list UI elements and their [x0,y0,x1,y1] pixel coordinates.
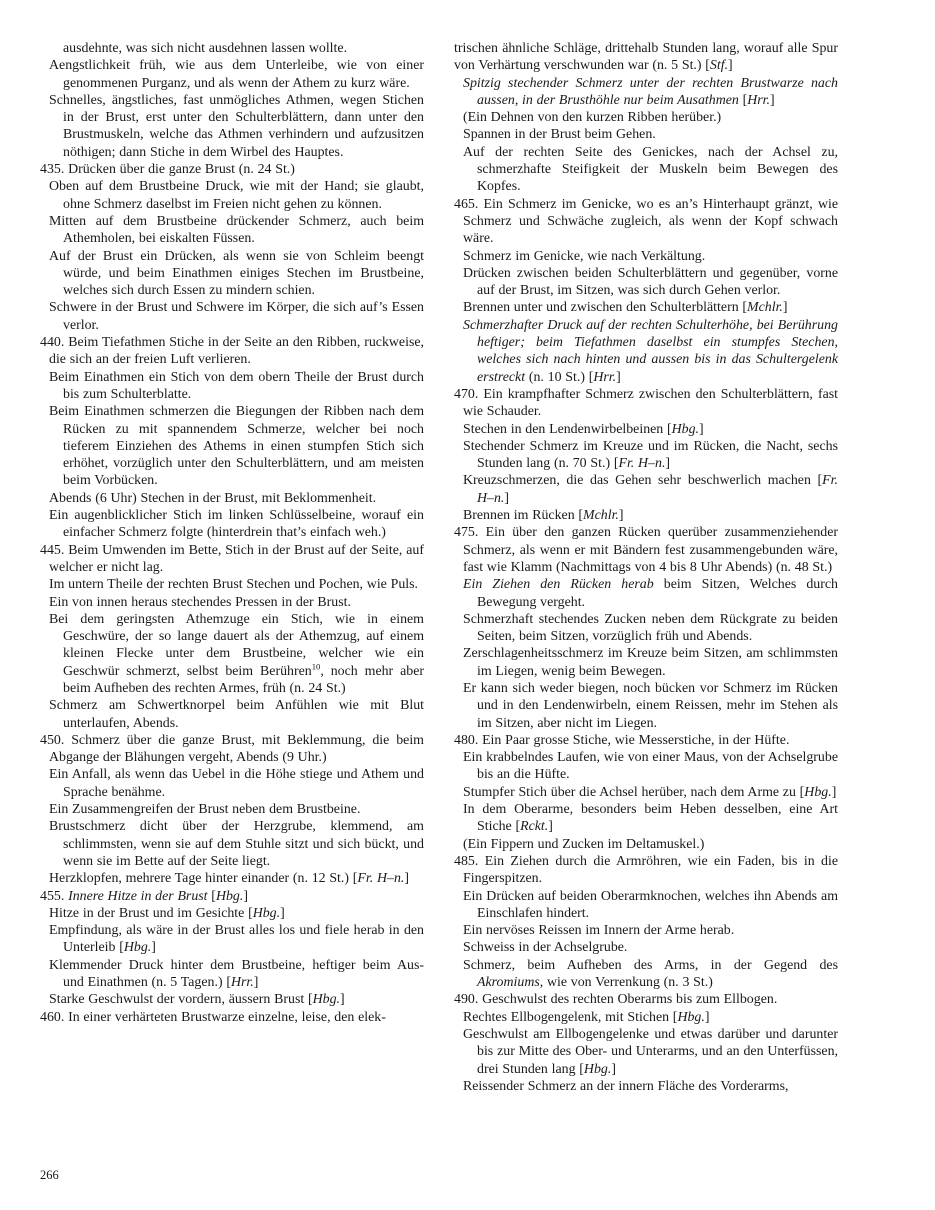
text-run: Schmerzhaft stechendes Zucken neben dem Rückgrate zu beiden Seiten, beim Sitzen, vorzüglich früh und Abends. [463,611,838,645]
symptom-item-470 [454,386,838,421]
item-number: 460. [40,1009,69,1025]
symptom-paragraph [454,645,838,680]
symptom-paragraph [40,594,424,611]
italic-text-run: Hrr. [230,975,254,991]
symptom-paragraph [454,611,838,646]
text-run: (Ein Dehnen von den kurzen Ribben herüber.) [463,110,722,126]
italic-text-run: Spitzig stechender Schmerz unter der rechten Brustwarze nach aussen, in der Brusthöhle nur beim Ausathmen [463,75,838,108]
italic-text-run: Rckt. [520,819,549,835]
symptom-paragraph [454,299,838,316]
symptom-paragraph [40,57,424,92]
text-run: Empfindung, als wäre in der Brust alles los und fiele herab in den Unterleib [ [49,923,424,956]
text-run: , noch mehr aber beim Aufheben des rechten Armes, früh (n. 24 St.) [63,663,425,696]
item-number: 435. [40,162,69,178]
text-run: ] [728,58,733,74]
symptom-paragraph [40,905,424,922]
text-run: Schmerz am Schwertknorpel beim Anfühlen wie mit Blut unterlaufen, Abends. [49,698,424,731]
item-number: 470. [454,386,484,402]
text-run: Beim Tiefathmen Stiche in der Seite an den Ribben, ruckweise, die sich an der freien Luft verlieren. [49,335,424,368]
text-run: Zerschlagenheitsschmerz im Kreuze beim Sitzen, am schlimmsten im Liegen, wenig beim Bewegen. [463,646,838,679]
text-run: ] [548,819,553,835]
text-run: Brustschmerz dicht über der Herzgrube, klemmend, am schlimmsten, wenn sie auf dem Stuhle sitzt und sich bückt, und wenn sie im Bette auf der Seite liegt. [49,819,424,869]
text-run: Er kann sich weder biegen, noch bücken vor Schmerz im Rücken und in den Lendenwirbeln, einem Reissen, mehr im Stehen als im Sitzen, aber nicht im Liegen. [463,680,838,731]
text-run: Starke Geschwulst der vordern, äussern Brust [ [49,992,313,1008]
text-run: Drücken über die ganze Brust (n. 24 St.) [68,162,295,178]
symptom-paragraph [40,870,424,887]
symptom-paragraph [40,957,424,992]
italic-text-run: Fr. H–n. [477,473,838,506]
text-run: Ein augenblicklicher Stich im linken Schlüsselbeine, worauf ein einfacher Schmerz folgte (hinterdrein that’s einfach weh.) [49,508,424,541]
symptom-paragraph [40,490,424,507]
item-number: 480. [454,732,483,748]
text-run: Herzklopfen, mehrere Tage hinter einander (n. 12 St.) [ [49,871,358,887]
page-number: 266 [40,1168,59,1182]
symptom-paragraph [40,507,424,542]
symptom-item-460 [40,1009,424,1026]
symptom-item-440 [40,334,424,369]
text-run: Ein von innen heraus stechendes Pressen in der Brust. [49,594,351,610]
symptom-item-465 [454,196,838,248]
italic-text-run: Hbg. [312,992,341,1008]
italic-text-run: Hbg. [252,905,281,921]
text-run: In dem Oberarme, besonders beim Heben desselben, eine Art Stiche [ [463,802,838,835]
text-columns [40,40,838,1095]
text-run: Auf der Brust ein Drücken, als wenn sie von Schleim beengt würde, und beim Einathmen einiges Stechen im Brustbeine, welches sich durch Essen zu mindern schien. [49,248,424,299]
symptom-paragraph [40,92,424,161]
italic-text-run: Stf. [709,58,729,74]
symptom-paragraph [454,1009,838,1026]
text-run: Brennen im Rücken [ [463,508,584,524]
symptom-paragraph [454,836,838,853]
text-run: ] [280,905,285,921]
symptom-paragraph [40,991,424,1008]
text-run: Stumpfer Stich über die Achsel herüber, nach dem Arme zu [ [463,784,805,800]
item-number: 465. [454,196,484,212]
text-run: Klemmender Druck hinter dem Brustbeine, heftiger beim Aus- und Einathmen (n. 5 Tagen.) [ [49,957,424,991]
symptom-paragraph [454,939,838,956]
symptom-paragraph [454,957,838,992]
symptom-paragraph [40,40,424,57]
text-run: ] [699,421,704,437]
text-run: Bei dem geringsten Athemzuge ein Stich, wie in einem Geschwüre, der so lange dauert als der Athemzug, auf einem kleinen Flecke unter dem Brustbeine, welcher wie ein Geschwür schmerzt, selbst beim Berühren [49,611,424,679]
text-run: Schmerz über die ganze Brust, mit Beklemmung, die beim Abgange der Blähungen vergeht, Abends (9 Uhr.) [49,732,424,766]
item-number: 490. [454,992,483,1008]
italic-text-run: Hbg. [215,888,244,904]
text-run: Ein nervöses Reissen im Innern der Arme herab. [463,923,735,939]
item-number: 475. [454,525,486,541]
symptom-paragraph [454,1026,838,1078]
symptom-paragraph [40,766,424,801]
symptom-paragraph [454,144,838,196]
text-run: ausdehnte, was sich nicht ausdehnen lassen wollte. [63,41,348,56]
symptom-paragraph [454,801,838,836]
text-run: Ein Anfall, als wenn das Uebel in die Höhe stiege und Athem und Sprache benähme. [49,767,424,800]
italic-text-run: Hbg. [671,421,700,437]
text-run: Schweiss in der Achselgrube. [463,940,628,956]
symptom-paragraph [454,576,838,611]
symptom-item-445 [40,542,424,577]
text-run: Brennen unter und zwischen den Schulterblättern [ [463,300,748,316]
italic-text-run: Hbg. [123,940,152,956]
text-run: Ein krabbelndes Laufen, wie von einer Maus, von der Achselgrube bis an die Hüfte. [463,750,838,783]
symptom-paragraph [40,576,424,593]
symptom-paragraph [454,109,838,126]
text-run: Beim Einathmen schmerzen die Biegungen der Ribben nach dem Rücken zu mit spannendem Schmerze, welcher bei noch tieferem Einziehen des Athems in einen stumpfen Stich sich erhöhet, vorzüglich unter den Schulterblättern, und am meisten beim Vorbücken. [49,404,424,489]
item-number: 445. [40,542,69,558]
text-run: wie von Verrenkung (n. 3 St.) [543,975,713,991]
item-number: 440. [40,335,69,351]
symptom-paragraph [454,888,838,923]
symptom-paragraph [454,472,838,507]
symptom-paragraph [454,40,838,75]
symptom-paragraph [40,299,424,334]
symptom-item-480 [454,732,838,749]
symptom-paragraph [454,1078,838,1095]
text-run: Im untern Theile der rechten Brust Stechen und Pochen, wie Puls. [49,577,418,593]
symptom-paragraph [454,421,838,438]
symptom-paragraph [40,248,424,300]
italic-text-run: Hbg. [804,784,832,800]
symptom-item-475 [454,524,838,576]
footnote-reference: 10 [311,661,321,672]
italic-text-run: Fr. H–n. [357,871,405,887]
symptom-paragraph [40,403,424,489]
symptom-paragraph [454,126,838,143]
text-run: Geschwulst des rechten Oberarms bis zum Ellbogen. [482,992,778,1008]
text-run: Schmerz im Genicke, wie nach Verkältung. [463,248,706,264]
text-run: Beim Einathmen ein Stich von dem obern Theile der Brust durch bis zum Schulterblatte. [49,369,424,402]
symptom-item-450 [40,732,424,767]
text-run: Aengstlichkeit früh, wie aus dem Unterleibe, wie von einer genommenen Purganz, und als wenn der Athem zu kurz wäre. [49,58,424,91]
italic-text-run: Fr. H–n. [618,456,666,472]
symptom-paragraph [454,248,838,265]
symptom-paragraph [454,922,838,939]
text-run: ] [616,369,621,385]
symptom-paragraph [454,438,838,473]
symptom-paragraph [40,178,424,213]
symptom-paragraph [40,801,424,818]
text-run: Auf der rechten Seite des Genickes, nach der Achsel zu, schmerzhafte Steifigkeit der Muskeln beim Bewegen des Kopfes. [463,144,838,195]
text-run: ] [404,871,410,887]
text-run: ] [253,975,259,991]
text-run: ] [611,1061,616,1077]
text-run: Ein Paar grosse Stiche, wie Messerstiche, in der Hüfte. [482,732,790,748]
text-run: Reissender Schmerz an der innern Fläche des Vorderarms, [463,1078,789,1094]
text-run: Stechen in den Lendenwirbelbeinen [ [463,421,672,437]
text-run: Abends (6 Uhr) Stechen in der Brust, mit Beklommenheit. [49,490,377,506]
italic-text-run: Mchlr. [583,508,619,524]
symptom-item-455 [40,888,424,905]
symptom-paragraph [40,369,424,404]
text-run: ] [504,490,510,506]
italic-text-run: Mchlr. [747,300,783,316]
text-run: ] [340,992,345,1008]
symptom-paragraph [454,507,838,524]
italic-text-run: Hrr. [593,369,617,385]
symptom-paragraph [40,611,424,697]
item-number: 455. [40,888,69,904]
text-run: ] [243,888,248,904]
text-run: Beim Umwenden im Bette, Stich in der Brust auf der Seite, auf welcher er nicht lag. [49,542,424,575]
text-run: [ [738,92,748,108]
text-run: Oben auf dem Brustbeine Druck, wie mit der Hand; sie glaubt, ohne Schmerz daselbst im Freien nicht gehen zu können. [49,179,424,212]
text-run: Schnelles, ängstliches, fast unmögliches Athmen, wegen Stichen in der Brust, erst unter den Schulterblättern, dann unter den Brustmuskeln, welche das Athmen verhindern und aufzusitzen nöthigen; dann Stiche in dem Wirbel des Hauptes. [49,92,424,160]
text-run: [ [207,888,216,904]
symptom-paragraph [40,922,424,957]
symptom-item-485 [454,853,838,888]
italic-text-run: Hbg. [583,1061,612,1077]
text-run: ] [151,940,156,956]
symptom-paragraph [454,265,838,300]
text-run: Hitze in der Brust und im Gesichte [ [49,905,253,921]
symptom-item-435 [40,161,424,178]
text-run: ] [770,92,775,108]
symptom-paragraph [454,317,838,386]
symptom-paragraph [454,680,838,732]
text-run: Schwere in der Brust und Schwere im Körper, die sich auf’s Essen verlor. [49,300,424,333]
text-run: Geschwulst am Ellbogengelenke und etwas darüber und darunter bis zur Mitte des Ober- und Unterarms, und an den Unterfüssen, drei Stunden lang [ [463,1026,838,1077]
text-run: Ein Zusammengreifen der Brust neben dem Brustbeine. [49,802,361,818]
text-run: beim Sitzen, Welches durch Bewegung vergeht. [477,577,838,610]
text-run: ] [704,1009,710,1025]
italic-text-run: Hbg. [677,1009,705,1025]
text-run: Rechtes Ellbogengelenk, mit Stichen [ [463,1009,678,1025]
symptom-paragraph [40,818,424,870]
symptom-paragraph [454,784,838,801]
text-run: (Ein Fippern und Zucken im Deltamuskel.) [463,836,705,852]
text-run: ] [665,456,671,472]
text-run: Ein Ziehen durch die Armröhren, wie ein Faden, bis in die Fingerspitzen. [463,853,839,887]
italic-text-run: Schmerzhafter Druck auf der rechten Schulterhöhe, bei Berührung heftiger; beim Tiefathmen daselbst ein stumpfes Stechen, welches sich nach hinten und aussen bis in das Schultergelenk erstreckt [463,317,838,385]
symptom-paragraph [40,213,424,248]
italic-text-run: Ein Ziehen den Rücken herab [463,577,654,593]
text-run: ] [618,508,624,524]
text-column-left [40,40,424,1095]
text-run: Ein krampfhafter Schmerz zwischen den Schulterblättern, fast wie Schauder. [463,386,838,420]
text-run: Kreuzschmerzen, die das Gehen sehr beschwerlich machen [ [463,473,823,489]
text-run: trischen ähnliche Schläge, drittehalb Stunden lang, worauf alle Spur von Verhärtung verschwunden war (n. 5 St.) [ [454,41,838,74]
item-number: 450. [40,732,72,748]
item-number: 485. [454,853,485,869]
text-run: Ein Schmerz im Genicke, wo es an’s Hinterhaupt gränzt, wie Schmerz und Schwäche zugleich, als wenn der Kopf schwach wäre. [463,196,838,247]
symptom-paragraph [454,75,838,110]
italic-text-run: Akromiums, [477,975,544,991]
text-run: In einer verhärteten Brustwarze einzelne, leise, den elek- [68,1009,386,1025]
text-run: Ein über den ganzen Rücken querüber zusammenziehender Schmerz, als wenn er mit Bändern fest zusammengebunden wäre, fast wie Klamm (Nachmittags von 4 bis 8 Uhr Abends) (n. 48 St.) [463,525,839,575]
text-run: (n. 10 St.) [ [525,369,594,385]
text-run: Schmerz, beim Aufheben des Arms, in der Gegend des [463,957,838,973]
symptom-item-490 [454,991,838,1008]
text-run: Mitten auf dem Brustbeine drückender Schmerz, auch beim Athemholen, bei eiskalten Füssen. [49,213,424,247]
text-run: Stechender Schmerz im Kreuze und im Rücken, die Nacht, sechs Stunden lang (n. 70 St.) [ [463,438,838,472]
italic-text-run: Innere Hitze in der Brust [68,888,208,904]
text-run: Spannen in der Brust beim Gehen. [463,127,656,143]
symptom-paragraph [454,749,838,784]
text-run: ] [782,300,788,316]
text-run: Drücken zwischen beiden Schulterblättern und gegenüber, vorne auf der Brust, im Sitzen, was sich durch Gehen verlor. [463,265,838,299]
text-run: Ein Drücken auf beiden Oberarmknochen, welches ihn Abends am Einschlafen hindert. [463,888,838,921]
text-column-right [454,40,838,1095]
text-run: ] [831,784,837,800]
italic-text-run: Hrr. [747,92,771,108]
symptom-paragraph [40,697,424,732]
